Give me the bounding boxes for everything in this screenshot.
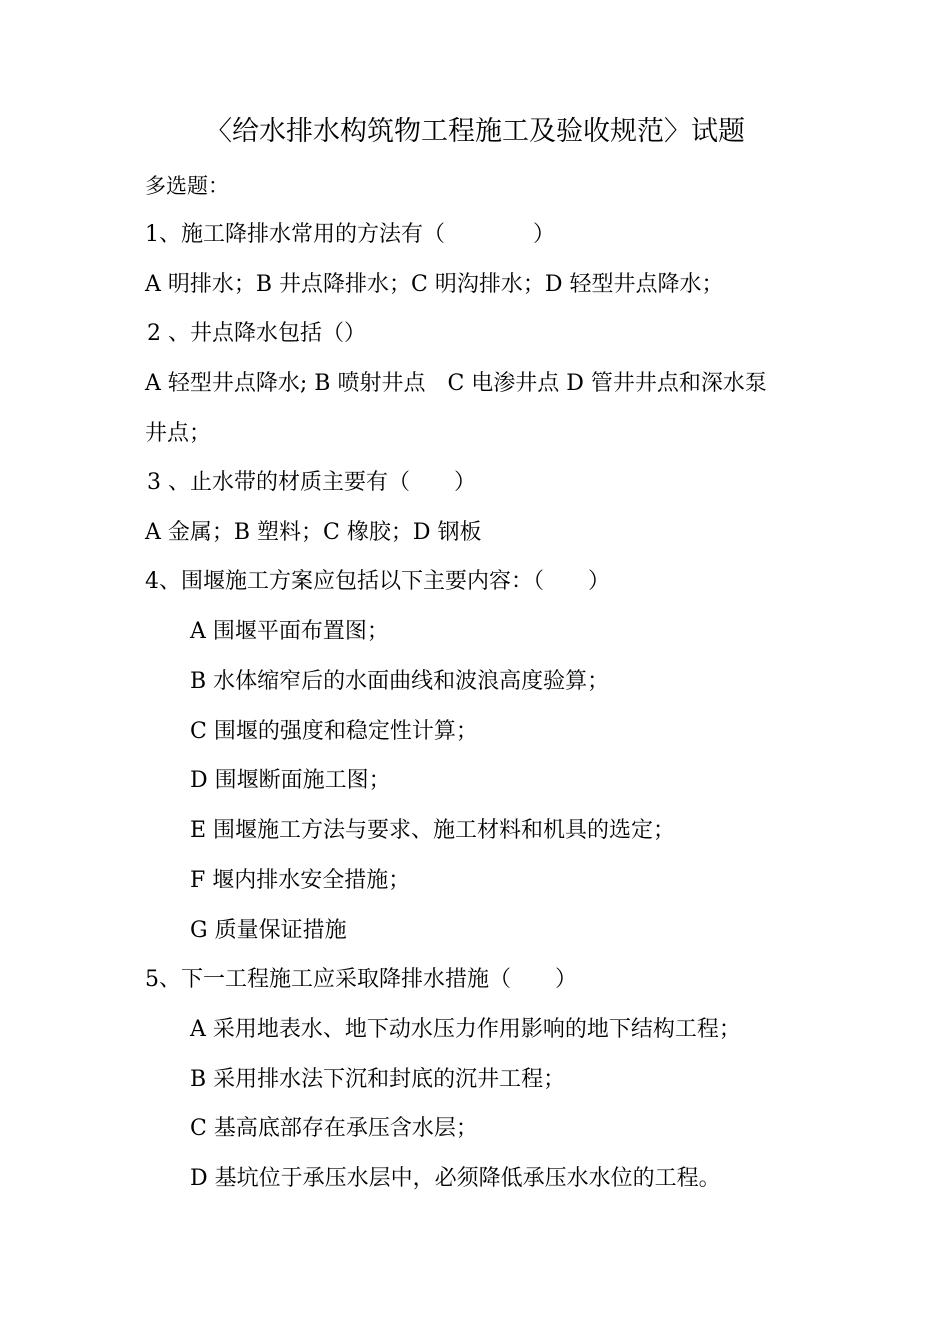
question-2-stem: 2 、井点降水包括（）	[147, 321, 366, 346]
question-5-option-c: C 基高底部存在承压含水层；	[190, 1116, 478, 1141]
question-4-stem: 4、围堰施工方案应包括以下主要内容：（ ）	[145, 569, 610, 594]
question-4-option-a: A 围堰平面布置图；	[190, 619, 389, 644]
question-2-options: A 轻型井点降水; B 喷射井点 C 电渗井点 D 管井井点和深水泵	[145, 371, 767, 396]
question-4-option-d: D 围堰断面施工图；	[190, 768, 391, 793]
question-4-option-g: G 质量保证措施	[190, 918, 347, 943]
question-4-option-b: B 水体缩窄后的水面曲线和波浪高度验算；	[190, 669, 610, 694]
question-3-options: A 金属；B 塑料；C 橡胶；D 钢板	[145, 520, 482, 545]
question-1-options: A 明排水；B 井点降排水；C 明沟排水；D 轻型井点降水；	[145, 272, 724, 297]
section-heading: 多选题：	[145, 174, 229, 198]
question-3-stem: 3 、止水带的材质主要有（ ）	[147, 470, 476, 495]
question-5-stem: 5、下一工程施工应采取降排水措施（ ）	[145, 967, 577, 992]
question-4-option-e: E 围堰施工方法与要求、施工材料和机具的选定；	[190, 818, 676, 843]
question-4-option-c: C 围堰的强度和稳定性计算；	[190, 719, 478, 744]
question-2-options-cont: 井点；	[145, 421, 212, 446]
question-5-option-d: D 基坑位于承压水层中，必须降低承压水水位的工程。	[190, 1166, 721, 1191]
question-5-option-a: A 采用地表水、地下动水压力作用影响的地下结构工程；	[190, 1017, 741, 1042]
document-title: 〈给水排水构筑物工程施工及验收规范〉试题	[205, 116, 745, 147]
question-1-stem: 1、施工降排水常用的方法有（ ）	[145, 222, 555, 247]
question-5-option-b: B 采用排水法下沉和封底的沉井工程；	[190, 1067, 566, 1092]
question-4-option-f: F 堰内排水安全措施；	[190, 868, 411, 893]
